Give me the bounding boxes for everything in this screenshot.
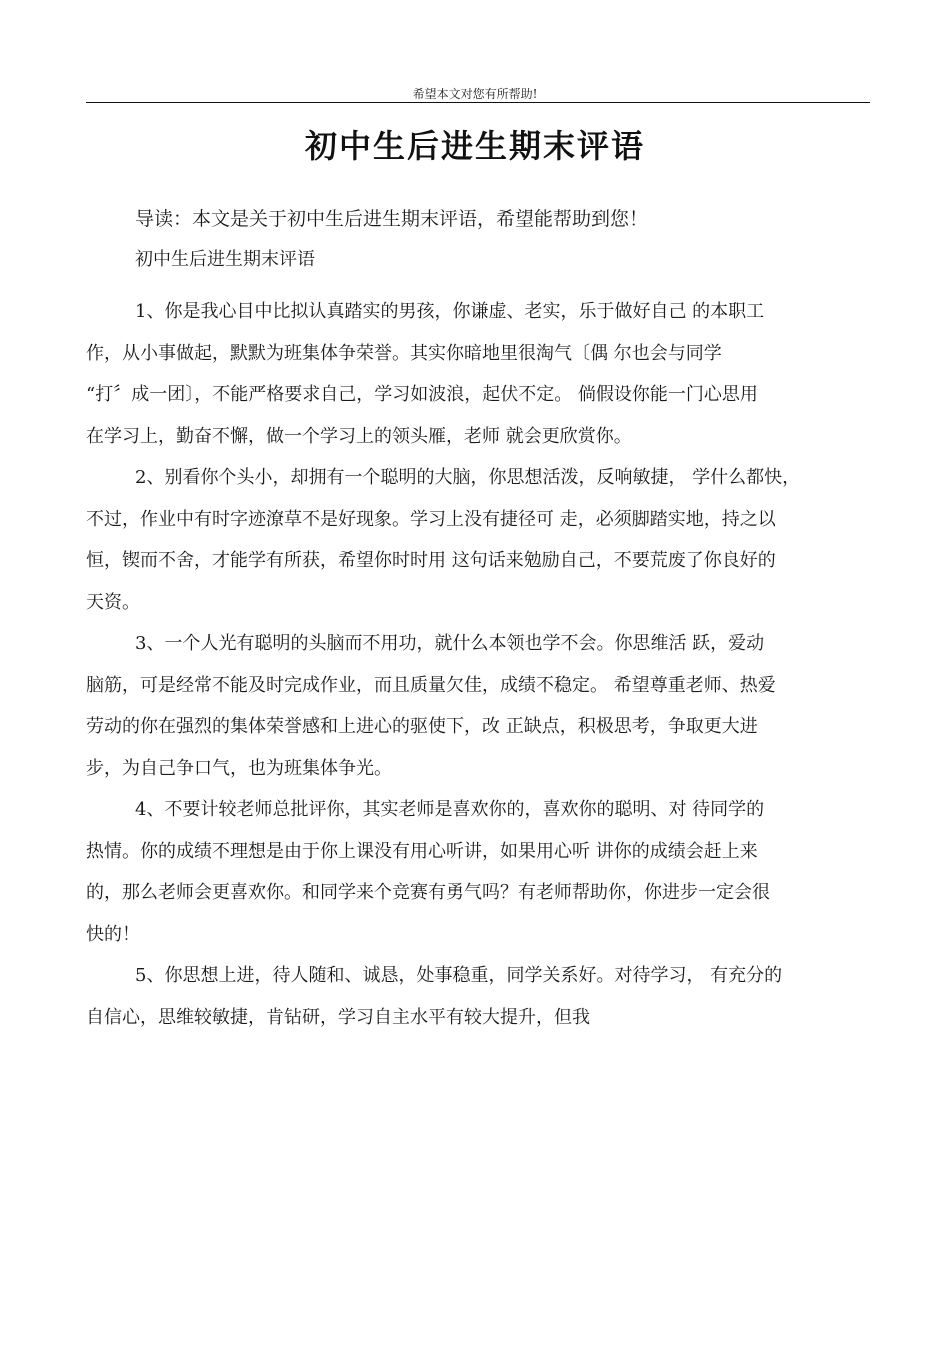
paragraph-line: 脑筋，可是经常不能及时完成作业，而且质量欠佳，成绩不稳定。 希望尊重老师、热爱 bbox=[86, 674, 776, 696]
paragraph-line: 不过，作业中有时字迹潦草不是好现象。学习上没有捷径可 走，必须脚踏实地，持之以 bbox=[86, 508, 776, 530]
paragraph-2 bbox=[86, 457, 871, 623]
paragraph-1 bbox=[86, 291, 871, 457]
paragraph-line: 5、你思想上进，待人随和、诚恳，处事稳重，同学关系好。对待学习， 有充分的 bbox=[135, 965, 783, 986]
paragraph-line: 劳动的你在强烈的集体荣誉感和上进心的驱使下，改 正缺点，积极思考，争取更大进 bbox=[86, 716, 758, 737]
document-title: 初中生后进生期末评语 bbox=[304, 127, 645, 165]
paragraph-line: “打〞成一团〕，不能严格要求自己，学习如波浪，起伏不定。 倘假设你能一门心思用 bbox=[86, 384, 758, 405]
paragraph-line: 的，那么老师会更喜欢你。和同学来个竞赛有勇气吗？有老师帮助你，你进步一定会很 bbox=[86, 882, 770, 903]
paragraph-line: 步，为自己争口气，也为班集体争光。 bbox=[86, 757, 392, 779]
paragraph-line: 天资。 bbox=[86, 591, 140, 613]
paragraph-line: 4、不要计较老师总批评你，其实老师是喜欢你的，喜欢你的聪明、对 待同学的 bbox=[135, 799, 765, 820]
paragraph-line: 快的！ bbox=[86, 923, 140, 945]
page-header-text: 希望本文对您有所帮助! bbox=[412, 87, 538, 101]
document-body bbox=[86, 291, 871, 1038]
section-subtitle: 初中生后进生期末评语 bbox=[135, 249, 315, 270]
paragraph-line: 在学习上，勤奋不懈，做一个学习上的领头雁，老师 就会更欣赏你。 bbox=[86, 425, 632, 447]
paragraph-line: 热情。你的成绩不理想是由于你上课没有用心听讲，如果用心听 讲你的成绩会赶上来 bbox=[86, 840, 758, 862]
paragraph-line: 2、别看你个头小，却拥有一个聪明的大脑，你思想活泼，反响敏捷， 学什么都快， bbox=[135, 467, 801, 488]
paragraph-line: 1、你是我心目中比拟认真踏实的男孩，你谦虚、老实，乐于做好自己 的本职工 bbox=[135, 301, 765, 322]
paragraph-line: 自信心，思维较敏捷，肯钻研，学习自主水平有较大提升，但我 bbox=[86, 1006, 590, 1028]
paragraph-line: 作，从小事做起，默默为班集体争荣誉。其实你暗地里很淘气〔偶 尔也会与同学 bbox=[86, 342, 722, 364]
intro-text: 导读：本文是关于初中生后进生期末评语，希望能帮助到您！ bbox=[135, 208, 649, 230]
paragraph-3 bbox=[86, 623, 871, 789]
header-divider bbox=[86, 102, 870, 103]
paragraph-line: 恒，锲而不舍，才能学有所获，希望你时时用 这句话来勉励自己，不要荒废了你良好的 bbox=[86, 550, 776, 571]
paragraph-4 bbox=[86, 789, 871, 955]
paragraph-line: 3、一个人光有聪明的头脑而不用功，就什么本领也学不会。你思维活 跃，爱动 bbox=[135, 633, 765, 654]
paragraph-5 bbox=[86, 955, 871, 1038]
